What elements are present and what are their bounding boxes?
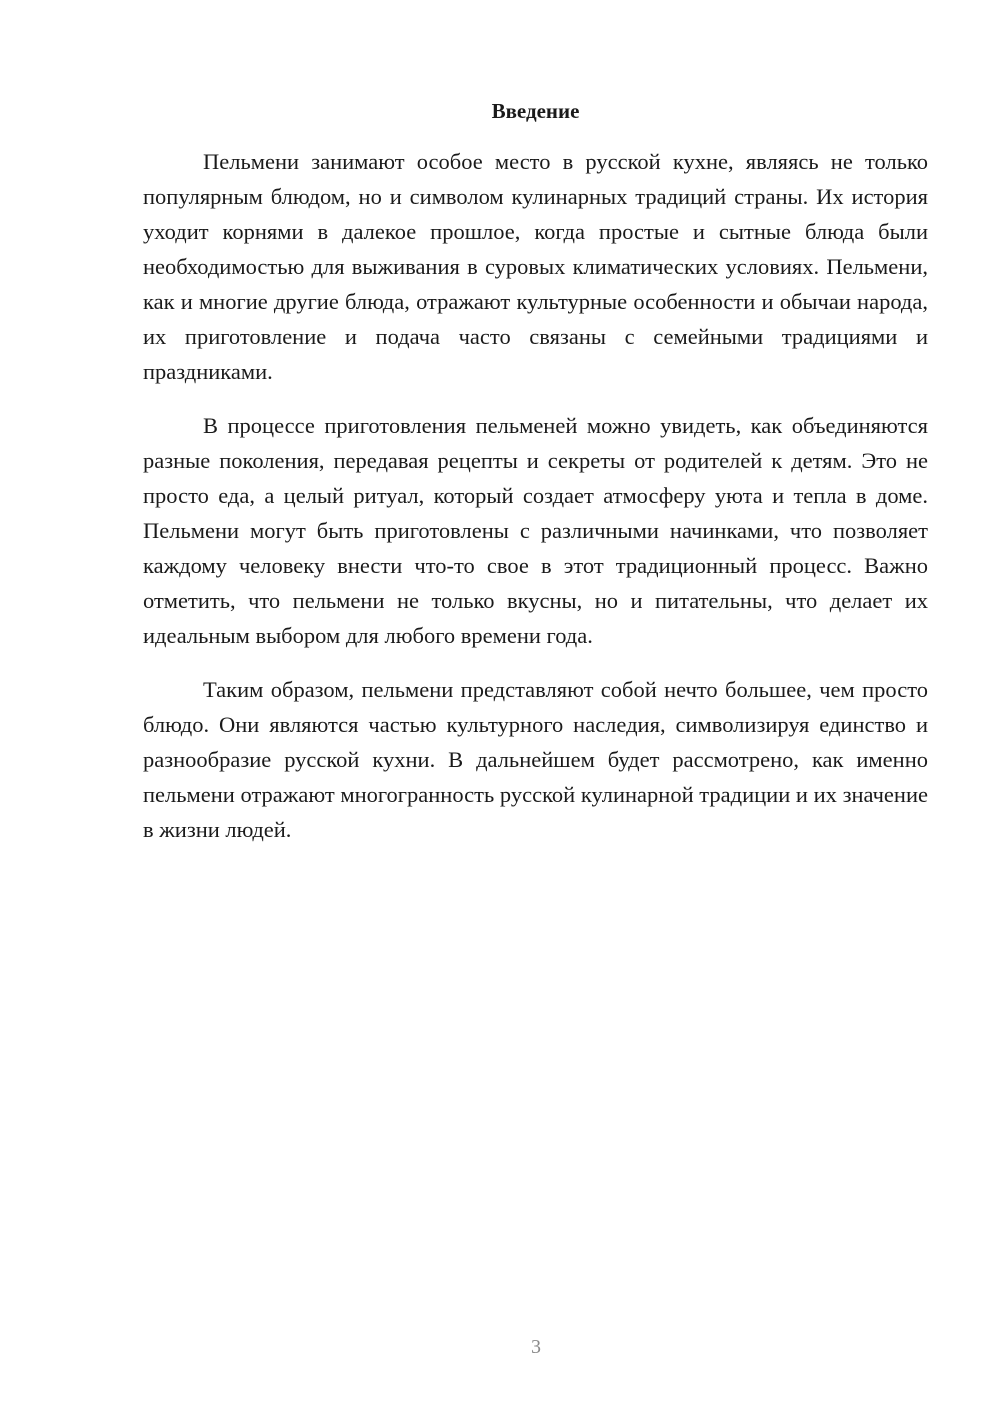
paragraph-3: Таким образом, пельмени представляют собой нечто большее, чем просто блюдо. Они являются частью культурного наследия, символизируя единство и разнообразие русской кухни. В дальнейшем будет рассмотрено, как именно пельмени отражают многогранность русской кулинарной традиции и их значение в жизни людей. xyxy=(143,677,928,842)
page-number: 3 xyxy=(531,1336,541,1358)
paragraph-1: Пельмени занимают особое место в русской кухне, являясь не только популярным блюдом, но и символом кулинарных традиций страны. Их история уходит корнями в далекое прошлое, когда простые и сытные блюда были необходимостью для выживания в суровых климатических условиях. Пельмени, как и многие другие блюда, отражают культурные особенности и обычаи народа, их приготовление и подача часто связаны с семейными традициями и праздниками. xyxy=(143,149,928,384)
section-heading: Введение xyxy=(491,99,580,123)
body-text xyxy=(143,144,928,866)
paragraph-2: В процессе приготовления пельменей можно увидеть, как объединяются разные поколения, передавая рецепты и секреты от родителей к детям. Это не просто еда, а целый ритуал, который создает атмосферу уюта и тепла в доме. Пельмени могут быть приготовлены с различными начинками, что позволяет каждому человеку внести что-то свое в этот традиционный процесс. Важно отметить, что пельмени не только вкусны, но и питательны, что делает их идеальным выбором для любого времени года. xyxy=(143,413,928,648)
